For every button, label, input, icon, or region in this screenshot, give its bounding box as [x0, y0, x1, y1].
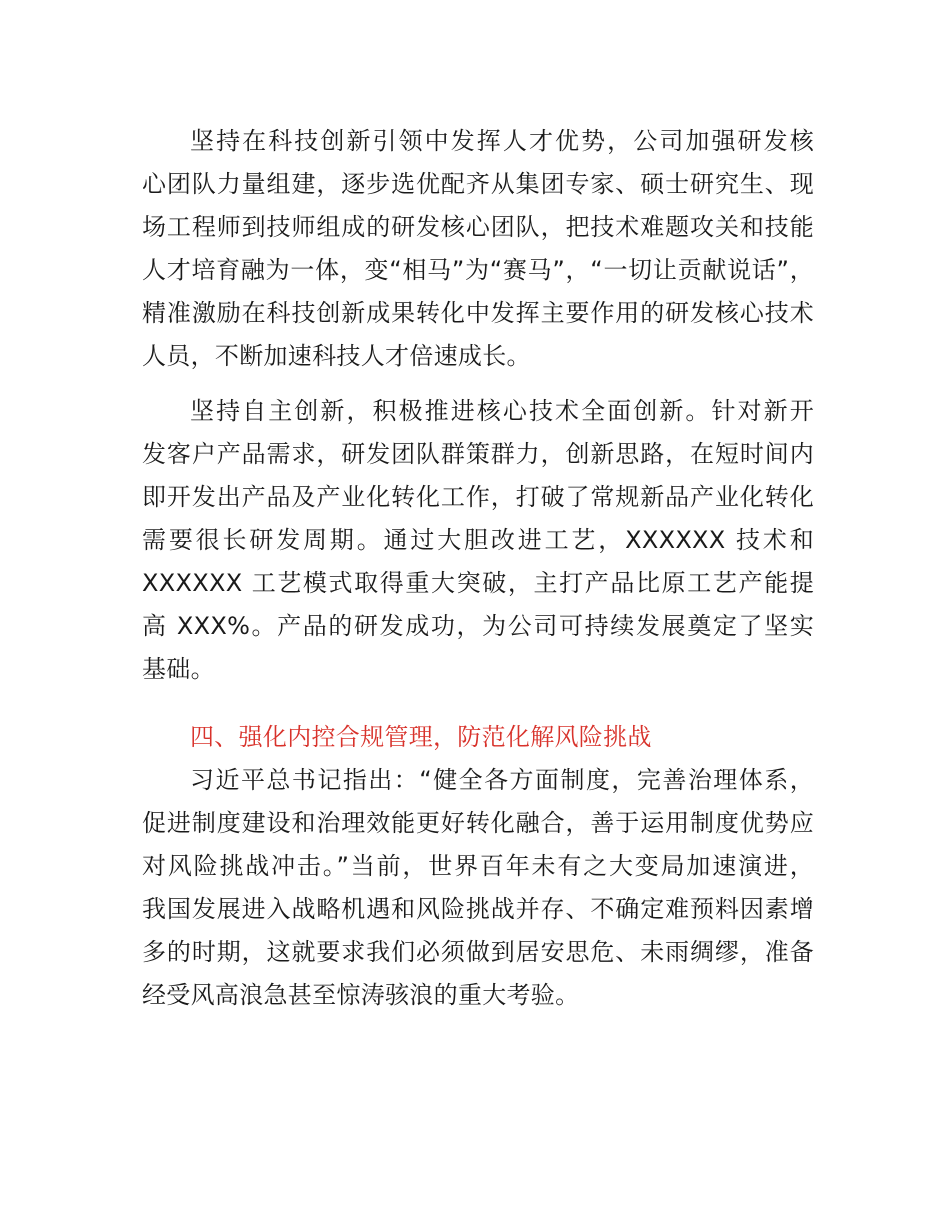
paragraph-line: 我国发展进入战略机遇和风险挑战并存、不确定难预料因素增 [142, 895, 814, 923]
paragraph-line: XXXXXX 工艺模式取得重大突破，主打产品比原工艺产能提 [142, 569, 814, 597]
paragraph-line: 人才培育融为一体，变“相马”为“赛马”，“一切让贡献说话”， [142, 256, 814, 284]
paragraph-independent-innovation [142, 390, 814, 691]
paragraph-line: 坚持自主创新，积极推进核心技术全面创新。针对新开 [190, 397, 814, 425]
paragraph-line: 发客户产品需求，研发团队群策群力，创新思路，在短时间内 [142, 440, 814, 468]
paragraph-line: 经受风高浪急甚至惊涛骇浪的重大考验。 [142, 981, 580, 1009]
paragraph-line: 基础。 [142, 655, 215, 683]
paragraph-line: 即开发出产品及产业化转化工作，打破了常规新品产业化转化 [142, 483, 814, 511]
paragraph-talent-advantage [142, 120, 814, 378]
paragraph-line: 心团队力量组建，逐步选优配齐从集团专家、硕士研究生、现 [142, 170, 814, 198]
paragraph-risk-challenges [142, 759, 814, 1017]
paragraph-line: 促进制度建设和治理效能更好转化融合，善于运用制度优势应 [142, 809, 814, 837]
paragraph-line: 习近平总书记指出：“健全各方面制度，完善治理体系， [190, 766, 814, 794]
paragraph-line: 高 XXX%。产品的研发成功，为公司可持续发展奠定了坚实 [142, 612, 814, 640]
paragraph-line: 精准激励在科技创新成果转化中发挥主要作用的研发核心技术 [142, 299, 814, 327]
paragraph-line: 对风险挑战冲击。”当前，世界百年未有之大变局加速演进， [142, 852, 814, 880]
paragraph-line: 人员，不断加速科技人才倍速成长。 [142, 342, 531, 370]
section-heading: 四、强化内控合规管理，防范化解风险挑战 [190, 723, 652, 751]
paragraph-line: 需要很长研发周期。通过大胆改进工艺，XXXXXX 技术和 [142, 526, 814, 554]
paragraph-line: 多的时期，这就要求我们必须做到居安思危、未雨绸缪，准备 [142, 938, 814, 966]
paragraph-line: 坚持在科技创新引领中发挥人才优势，公司加强研发核 [190, 127, 814, 155]
paragraph-line: 场工程师到技师组成的研发核心团队，把技术难题攻关和技能 [142, 213, 814, 241]
